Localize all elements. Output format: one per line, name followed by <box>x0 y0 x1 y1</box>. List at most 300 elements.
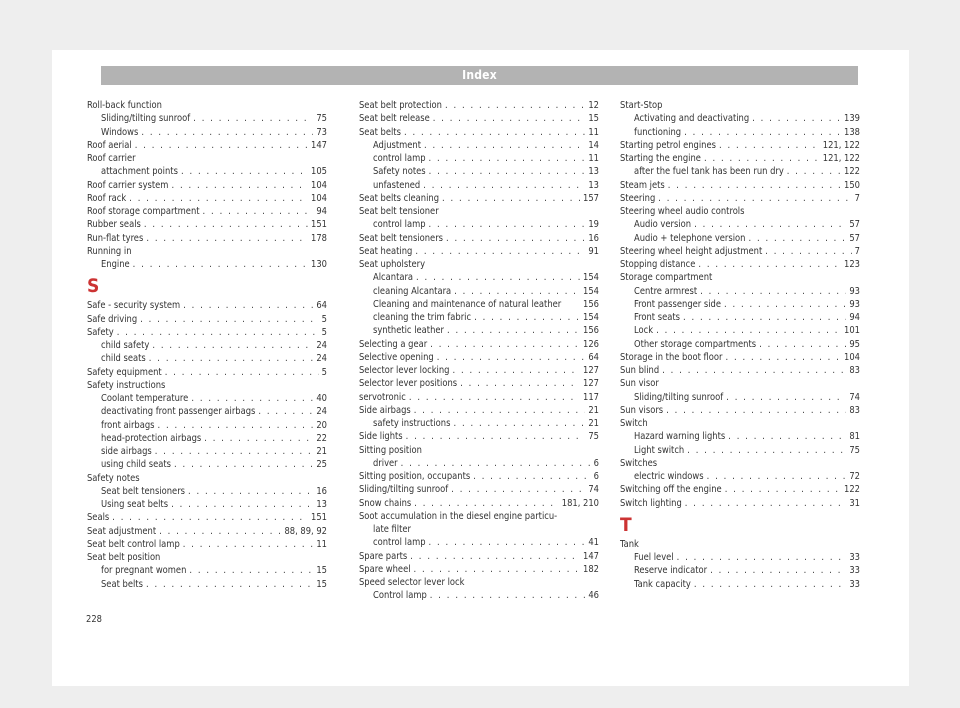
leader-dots <box>765 245 851 258</box>
index-subentry <box>87 445 327 458</box>
entry-page-number: 22 <box>316 432 327 444</box>
entry-page-number: 15 <box>588 113 599 125</box>
entry-page-number: 19 <box>588 219 599 231</box>
entry-page-number: 40 <box>316 393 327 404</box>
entry-page-number: 117 <box>583 391 599 403</box>
entry-label: Spare parts <box>359 550 408 562</box>
entry-page-number: 33 <box>849 578 860 590</box>
entry-label: Safe driving <box>87 313 138 325</box>
leader-dots <box>171 498 313 511</box>
entry-label: Seat belt protection <box>359 100 442 111</box>
entry-label: Seat adjustment <box>87 525 157 537</box>
leader-dots <box>694 578 847 591</box>
leader-dots <box>698 258 841 271</box>
entry-label: Lock <box>634 325 654 337</box>
entry-label: Audio version <box>634 219 692 231</box>
index-subentry <box>620 444 860 457</box>
entry-page-number: 11 <box>316 538 327 550</box>
index-entry-heading: Seat belt tensioner <box>359 206 439 217</box>
entry-page-number: 105 <box>311 166 327 178</box>
index-column-3 <box>620 99 860 591</box>
leader-dots <box>710 564 846 577</box>
entry-page-number: 88, 89, 92 <box>284 525 327 537</box>
leader-dots <box>429 218 586 231</box>
index-subentry <box>620 126 860 139</box>
entry-label: Roof rack <box>87 192 127 204</box>
index-subentry <box>87 578 327 591</box>
entry-page-number: 11 <box>588 153 599 164</box>
entry-page-number: 94 <box>316 206 327 217</box>
index-subentry <box>620 165 860 178</box>
page-number: 228 <box>86 614 102 625</box>
leader-dots <box>687 444 846 457</box>
index-subentry <box>620 564 860 577</box>
leader-dots <box>158 419 314 432</box>
leader-dots <box>685 497 847 510</box>
entry-label: Cleaning and maintenance of natural leather <box>373 298 562 310</box>
leader-dots <box>429 165 586 178</box>
entry-page-number: 101 <box>844 325 860 337</box>
leader-dots <box>146 232 308 245</box>
entry-label: Sliding/tilting sunroof <box>101 113 191 125</box>
leader-dots <box>171 179 308 192</box>
index-entry <box>620 258 860 271</box>
entry-page-number: 11 <box>588 126 599 138</box>
entry-label: attachment points <box>101 166 178 178</box>
entry-page-number: 25 <box>316 459 327 471</box>
entry-label: Seat belt control lamp <box>87 538 180 550</box>
index-subentry <box>359 589 599 602</box>
entry-page-number: 122 <box>844 484 860 496</box>
entry-page-number: 16 <box>588 232 599 244</box>
index-column-1 <box>87 99 327 591</box>
leader-dots <box>152 339 313 352</box>
entry-page-number: 75 <box>316 113 327 125</box>
leader-dots <box>416 271 580 284</box>
entry-page-number: 93 <box>849 298 860 310</box>
leader-dots <box>165 366 319 379</box>
entry-label: Activating and deactivating <box>634 113 750 125</box>
entry-label: Fuel level <box>634 552 674 563</box>
entry-page-number: 7 <box>854 192 860 204</box>
leader-dots <box>191 392 313 405</box>
index-entry <box>359 470 599 483</box>
entry-page-number: 5 <box>321 326 327 338</box>
index-entry <box>359 351 599 364</box>
leader-dots <box>433 112 586 125</box>
entry-label: Sitting position, occupants <box>359 471 471 482</box>
entry-label: servotronic <box>359 391 406 403</box>
leader-dots <box>752 112 841 125</box>
leader-dots <box>719 139 820 152</box>
leader-dots <box>473 470 590 483</box>
entry-page-number: 74 <box>849 391 860 403</box>
leader-dots <box>447 324 580 337</box>
index-entry <box>359 563 599 576</box>
leader-dots <box>656 324 841 337</box>
leader-dots <box>258 405 313 418</box>
leader-dots <box>700 285 846 298</box>
index-entry <box>359 391 599 404</box>
entry-page-number: 7 <box>854 245 860 257</box>
entry-label: functioning <box>634 126 682 138</box>
entry-label: after the fuel tank has been run dry <box>634 166 784 178</box>
entry-page-number: 81 <box>849 431 860 443</box>
entry-page-number: 15 <box>316 578 327 590</box>
entry-label: Sun blind <box>620 365 660 376</box>
index-entry-heading: Tank <box>620 538 639 550</box>
entry-label: control lamp <box>373 219 426 231</box>
leader-dots <box>410 550 580 563</box>
leader-dots <box>683 311 846 324</box>
leader-dots <box>726 391 846 404</box>
index-subentry <box>620 470 860 483</box>
leader-dots <box>453 364 581 377</box>
leader-dots <box>787 165 841 178</box>
index-entry-heading: Speed selector lever lock <box>359 577 465 588</box>
index-entry <box>359 99 599 112</box>
index-entry <box>620 404 860 417</box>
index-subentry <box>359 536 599 549</box>
entry-label: Using seat belts <box>101 499 169 510</box>
leader-dots <box>140 313 319 326</box>
leader-dots <box>759 338 846 351</box>
entry-label: Seat belts <box>359 126 401 138</box>
index-entry-heading: Steering wheel audio controls <box>620 206 745 217</box>
leader-dots <box>203 205 314 218</box>
entry-label: Other storage compartments <box>634 338 757 350</box>
entry-page-number: 14 <box>588 139 599 151</box>
index-column-2 <box>359 99 599 603</box>
index-entry-heading: Running in <box>87 245 132 257</box>
index-entry-heading: Storage compartment <box>620 272 713 284</box>
entry-page-number: 147 <box>311 139 327 151</box>
entry-label: Spare wheel <box>359 563 411 575</box>
entry-label: Engine <box>101 259 130 270</box>
index-entry <box>359 126 599 139</box>
entry-page-number: 21 <box>316 446 327 457</box>
index-entry-heading: Roll-back function <box>87 100 162 111</box>
entry-page-number: 156 <box>583 298 599 310</box>
index-entry <box>359 232 599 245</box>
index-entry <box>87 299 327 312</box>
entry-page-number: 93 <box>849 285 860 297</box>
entry-label: synthetic leather <box>373 325 444 337</box>
index-subentry <box>620 112 860 125</box>
entry-label: Stopping distance <box>620 259 696 270</box>
entry-label: Side lights <box>359 431 403 443</box>
index-entry-heading: Start-Stop <box>620 100 663 111</box>
index-entry-heading: Sun visor <box>620 378 659 390</box>
entry-page-number: 24 <box>316 406 327 418</box>
entry-label: front airbags <box>101 419 155 431</box>
entry-label: Light switch <box>634 444 685 456</box>
index-subentry <box>87 165 327 178</box>
entry-page-number: 127 <box>583 365 599 376</box>
leader-dots <box>415 245 585 258</box>
page-header: Index <box>101 66 858 85</box>
entry-page-number: 104 <box>311 179 327 191</box>
leader-dots <box>666 404 846 417</box>
entry-page-number: 126 <box>583 338 599 350</box>
entry-label: child seats <box>101 353 146 365</box>
leader-dots <box>704 152 820 165</box>
entry-page-number: 139 <box>844 113 860 125</box>
entry-page-number: 83 <box>849 365 860 376</box>
index-entry-heading: Sitting position <box>359 444 422 456</box>
index-entry <box>87 192 327 205</box>
index-entry <box>620 483 860 496</box>
entry-page-number: 64 <box>588 351 599 363</box>
leader-dots <box>129 192 308 205</box>
entry-label: Starting petrol engines <box>620 139 716 151</box>
index-subentry <box>359 218 599 231</box>
index-subentry <box>87 112 327 125</box>
leader-dots <box>189 564 313 577</box>
index-subentry <box>620 391 860 404</box>
leader-dots <box>445 99 585 112</box>
index-subentry <box>87 392 327 405</box>
index-entry <box>87 313 327 326</box>
entry-label: for pregnant women <box>101 565 187 577</box>
entry-label: Safe - security system <box>87 300 181 312</box>
leader-dots <box>453 417 585 430</box>
index-entry <box>359 245 599 258</box>
index-subentry <box>359 139 599 152</box>
leader-dots <box>401 457 591 470</box>
leader-dots <box>446 232 585 245</box>
index-subentry <box>359 311 599 324</box>
entry-page-number: 151 <box>311 512 327 524</box>
entry-label: Selector lever locking <box>359 365 450 376</box>
entry-page-number: 13 <box>316 499 327 510</box>
entry-page-number: 151 <box>311 219 327 231</box>
entry-label: Reserve indicator <box>634 565 708 577</box>
entry-label: cleaning the trim fabric <box>373 312 472 323</box>
entry-page-number: 24 <box>316 353 327 365</box>
index-subentry <box>620 578 860 591</box>
entry-label: Sliding/tilting sunroof <box>634 391 724 403</box>
entry-label: Seat belt tensioners <box>101 485 186 497</box>
leader-dots <box>133 258 308 271</box>
index-entry <box>359 192 599 205</box>
entry-label: child safety <box>101 340 150 351</box>
index-subentry <box>620 285 860 298</box>
leader-dots <box>414 497 559 510</box>
index-subentry <box>620 551 860 564</box>
index-subentry <box>87 339 327 352</box>
index-entry <box>620 139 860 152</box>
entry-label: cleaning Alcantara <box>373 285 452 297</box>
index-entry <box>359 112 599 125</box>
index-subentry <box>87 419 327 432</box>
index-subentry <box>359 457 599 470</box>
entry-page-number: 24 <box>316 340 327 351</box>
index-entry <box>620 364 860 377</box>
index-entry-heading: Safety notes <box>87 472 140 484</box>
entry-label: Selective opening <box>359 351 434 363</box>
leader-dots <box>429 536 586 549</box>
leader-dots <box>135 139 308 152</box>
index-entry <box>87 538 327 551</box>
index-subentry <box>359 271 599 284</box>
index-entry <box>620 192 860 205</box>
entry-label: Safety <box>87 326 114 338</box>
index-entry-heading: Roof carrier <box>87 153 136 164</box>
entry-page-number: 21 <box>588 404 599 416</box>
leader-dots <box>424 139 585 152</box>
entry-label: Alcantara <box>373 272 414 284</box>
leader-dots <box>442 192 580 205</box>
entry-label: Seals <box>87 512 110 524</box>
entry-page-number: 33 <box>849 552 860 563</box>
entry-label: Steering <box>620 192 656 204</box>
entry-label: Seat heating <box>359 245 413 257</box>
entry-label: Front seats <box>634 312 680 323</box>
index-entry <box>359 430 599 443</box>
leader-dots <box>146 578 313 591</box>
index-subentry <box>87 498 327 511</box>
entry-page-number: 13 <box>588 179 599 191</box>
leader-dots <box>677 551 847 564</box>
index-subentry <box>87 432 327 445</box>
index-entry <box>620 351 860 364</box>
leader-dots <box>183 538 314 551</box>
entry-label: Seat belts cleaning <box>359 192 440 204</box>
index-entry <box>87 232 327 245</box>
entry-label: Adjustment <box>373 139 422 151</box>
index-subentry <box>620 338 860 351</box>
index-entry <box>359 550 599 563</box>
index-subentry <box>359 324 599 337</box>
index-subentry <box>87 258 327 271</box>
entry-page-number: 147 <box>583 550 599 562</box>
entry-label: Side airbags <box>359 404 411 416</box>
entry-page-number: 104 <box>311 192 327 204</box>
entry-label: Seat belt tensioners <box>359 232 444 244</box>
index-subentry <box>620 311 860 324</box>
index-entry <box>620 245 860 258</box>
leader-dots <box>141 126 313 139</box>
leader-dots <box>404 126 585 139</box>
leader-dots <box>181 165 308 178</box>
leader-dots <box>429 152 586 165</box>
entry-label: Roof storage compartment <box>87 206 200 217</box>
entry-page-number: 57 <box>849 232 860 244</box>
leader-dots <box>694 218 846 231</box>
leader-dots <box>668 179 841 192</box>
entry-page-number: 178 <box>311 232 327 244</box>
entry-label: Seat belts <box>101 578 143 590</box>
entry-page-number: 16 <box>316 485 327 497</box>
entry-page-number: 31 <box>849 497 860 509</box>
index-entry <box>87 179 327 192</box>
leader-dots <box>414 404 586 417</box>
leader-dots <box>112 511 308 524</box>
entry-label: Windows <box>101 126 139 138</box>
entry-page-number: 72 <box>849 471 860 482</box>
entry-page-number: 64 <box>316 300 327 312</box>
entry-label: Selector lever positions <box>359 378 458 390</box>
entry-label: safety instructions <box>373 418 451 429</box>
index-subentry <box>359 152 599 165</box>
index-subentry <box>620 430 860 443</box>
entry-label: Centre armrest <box>634 285 698 297</box>
entry-label: Snow chains <box>359 497 412 509</box>
index-subentry <box>87 126 327 139</box>
index-subentry <box>359 285 599 298</box>
entry-label: Selecting a gear <box>359 338 428 350</box>
index-letter-heading: S <box>87 275 100 298</box>
entry-page-number: 138 <box>844 126 860 138</box>
entry-page-number: 154 <box>583 312 599 323</box>
entry-page-number: 75 <box>849 444 860 456</box>
index-subentry <box>359 298 599 311</box>
index-entry <box>87 525 327 538</box>
index-entry <box>620 152 860 165</box>
index-subentry <box>620 324 860 337</box>
entry-label: side airbags <box>101 446 152 457</box>
index-entry-heading: Switch <box>620 418 648 429</box>
index-entry <box>359 483 599 496</box>
entry-page-number: 130 <box>311 259 327 270</box>
entry-page-number: 154 <box>583 272 599 284</box>
leader-dots <box>155 445 314 458</box>
leader-dots <box>117 326 319 339</box>
leader-dots <box>684 126 841 139</box>
entry-label: Starting the engine <box>620 153 701 164</box>
leader-dots <box>658 192 851 205</box>
entry-page-number: 6 <box>593 471 599 482</box>
leader-dots <box>406 430 586 443</box>
entry-page-number: 5 <box>321 313 327 325</box>
entry-page-number: 21 <box>588 418 599 429</box>
entry-page-number: 83 <box>849 404 860 416</box>
index-entry-heading: Soot accumulation in the diesel engine particu- <box>359 510 558 522</box>
entry-label: Roof carrier system <box>87 179 169 191</box>
index-subentry <box>620 298 860 311</box>
entry-page-number: 74 <box>588 484 599 496</box>
index-entry <box>87 205 327 218</box>
leader-dots <box>662 364 846 377</box>
entry-page-number: 15 <box>316 565 327 577</box>
entry-page-number: 157 <box>583 192 599 204</box>
entry-label: Steam jets <box>620 179 665 191</box>
leader-dots <box>725 483 841 496</box>
index-entry-heading: Seat belt position <box>87 552 161 563</box>
entry-page-number: 41 <box>588 537 599 549</box>
index-entry <box>87 366 327 379</box>
leader-dots <box>174 458 313 471</box>
entry-page-number: 91 <box>588 245 599 257</box>
leader-dots <box>728 430 846 443</box>
entry-page-number: 150 <box>844 179 860 191</box>
entry-label: driver <box>373 457 398 469</box>
entry-label: Hazard warning lights <box>634 431 726 443</box>
leader-dots <box>149 352 314 365</box>
index-entry-heading: Seat upholstery <box>359 259 426 270</box>
leader-dots <box>204 432 313 445</box>
index-entry <box>359 497 599 510</box>
leader-dots <box>451 483 585 496</box>
leader-dots <box>183 299 313 312</box>
entry-label: electric windows <box>634 471 704 482</box>
index-subentry <box>87 458 327 471</box>
leader-dots <box>707 470 847 483</box>
index-entry-heading: Safety instructions <box>87 379 166 391</box>
index-entry <box>620 179 860 192</box>
index-entry <box>359 338 599 351</box>
